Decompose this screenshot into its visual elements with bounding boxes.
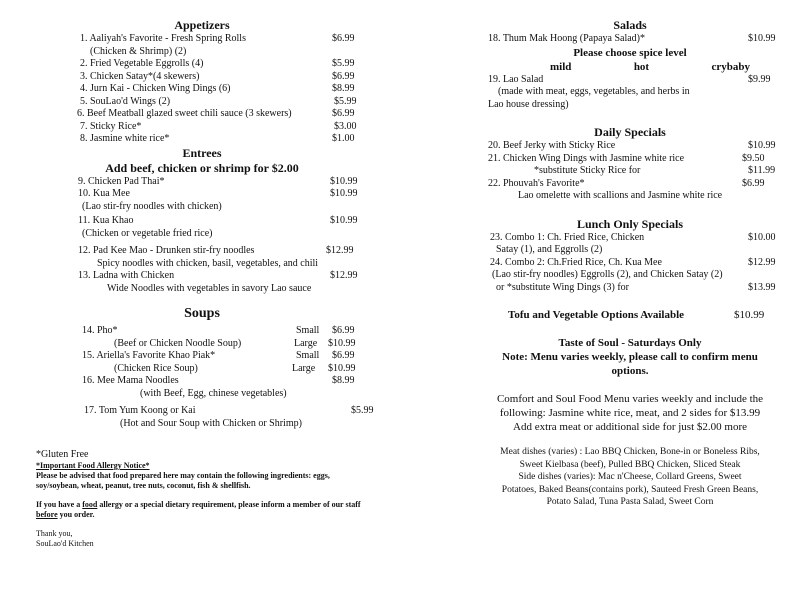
item-price: $10.99 <box>748 140 776 151</box>
side-dishes-text: Potatoes, Baked Beans(contains pork), Sauteed Fresh Green Beans, <box>501 484 759 495</box>
meat-dishes-text: Meat dishes (varies) : Lao BBQ Chicken, Bone-in or Boneless Ribs, <box>500 447 760 457</box>
item-description: Lao house dressing) <box>488 98 569 110</box>
thanks-text: Thank you, <box>36 529 73 538</box>
menu-item: 4. Jurn Kai - Chicken Wing Dings (6) $8.99 <box>80 83 355 94</box>
menu-item: (Chicken Rice Soup) Large $10.99 <box>114 362 356 374</box>
menu-item: or *substitute Wing Dings (3) for $13.99 <box>496 281 776 293</box>
spice-hot: hot <box>633 60 650 73</box>
right-column <box>480 18 780 509</box>
item-price: $9.50 <box>742 152 765 164</box>
notes-section <box>36 448 404 549</box>
item-size: Small <box>296 325 320 336</box>
dietary-request-note: before you order. <box>36 510 95 519</box>
menu-item: 20. Beef Jerky with Sticky Rice $10.99 <box>488 140 776 151</box>
menu-item: 17. Tom Yum Koong or Kai $5.99 <box>84 405 374 416</box>
comfort-food-text: Comfort and Soul Food Menu varies weekly and include the <box>496 393 764 405</box>
menu-item: 12. Pad Kee Mao - Drunken stir-fry noodles $12.99 <box>78 245 354 256</box>
menu-item: 16. Mee Mama Noodles $8.99 <box>82 375 355 386</box>
entrees-subheading: Add beef, chicken or shrimp for $2.00 <box>105 160 299 175</box>
entrees-heading: Entrees <box>182 145 222 160</box>
item-description: (Chicken & Shrimp) (2) <box>90 45 187 57</box>
menu-item: 18. Thum Mak Hoong (Papaya Salad)* $10.99 <box>488 33 776 44</box>
tofu-option: Tofu and Vegetable Options Available $10.99 <box>508 309 765 321</box>
item-price: $6.99 <box>742 177 765 189</box>
item-description: (Lao stir-fry noodles with chicken) <box>82 200 222 212</box>
comfort-food-text: following: Jasmine white rice, meat, and 2 sides for $13.99 <box>499 407 761 419</box>
menu-item: 8. Jasmine white rice* $1.00 <box>80 133 355 144</box>
spice-level-heading: Please choose spice level <box>573 46 687 59</box>
item-price: $6.99 <box>332 70 355 82</box>
item-size: Large <box>294 337 318 349</box>
item-price: $5.99 <box>351 405 374 416</box>
item-price: $9.99 <box>748 73 771 85</box>
item-description: (Chicken or vegetable fried rice) <box>82 227 213 239</box>
menu-item: 22. Phouvah's Favorite* $6.99 <box>488 177 765 189</box>
menu-item: 21. Chicken Wing Dings with Jasmine white rice $9.50 <box>488 152 765 164</box>
menu-item: 14. Pho* Small $6.99 <box>82 325 355 336</box>
item-size: Small <box>296 350 320 361</box>
item-description: Satay (1), and Eggrolls (2) <box>496 244 603 255</box>
comfort-food-section <box>480 392 780 434</box>
menu-item: *substitute Sticky Rice for $11.99 <box>534 165 776 176</box>
taste-of-soul-note: Note: Menu varies weekly, please call to confirm menu <box>502 351 758 363</box>
item-description: (made with meat, eggs, vegetables, and herbs in <box>498 86 690 97</box>
daily-specials-heading: Daily Specials <box>594 125 666 139</box>
item-price: $10.99 <box>328 362 356 374</box>
item-price: $5.99 <box>334 95 357 107</box>
appetizers-heading: Appetizers <box>174 18 230 32</box>
signature-text: SouLao'd Kitchen <box>36 539 94 548</box>
salads-heading: Salads <box>613 18 647 32</box>
soups-heading: Soups <box>184 306 220 321</box>
item-description: Lao omelette with scallions and Jasmine white rice <box>518 190 723 201</box>
left-column <box>22 18 402 549</box>
allergy-notice-text: soy/soybean, wheat, peanut, tree nuts, coconut, fish & shellfish. <box>36 481 251 490</box>
item-price: $8.99 <box>332 83 355 94</box>
item-price: $10.99 <box>734 309 765 321</box>
menu-item: 1. Aaliyah's Favorite - Fresh Spring Rolls $6.99 <box>80 33 355 44</box>
menu-item: 13. Ladna with Chicken $12.99 <box>78 270 358 281</box>
menu-item: 11. Kua Khao $10.99 <box>78 215 358 226</box>
item-price: $6.99 <box>332 350 355 361</box>
spice-level-options <box>480 60 780 74</box>
item-price: $12.99 <box>748 256 776 268</box>
menu-item: (Beef or Chicken Noodle Soup) Large $10.99 <box>114 337 356 349</box>
gluten-free-note: *Gluten Free <box>36 449 89 460</box>
item-description: (Hot and Sour Soup with Chicken or Shrimp) <box>120 417 302 429</box>
item-price: $12.99 <box>330 270 358 281</box>
menu-item: 15. Ariella's Favorite Khao Piak* Small $6.99 <box>82 350 355 361</box>
item-price: $6.99 <box>332 108 355 119</box>
meat-dishes-text: Sweet Kielbasa (beef), Pulled BBQ Chicken, Sliced Steak <box>519 459 741 470</box>
spice-mild: mild <box>550 60 572 73</box>
item-description: (with Beef, Egg, chinese vegetables) <box>140 387 287 399</box>
menu-item: 9. Chicken Pad Thai* $10.99 <box>78 175 358 187</box>
menu-item: 24. Combo 2: Ch.Fried Rice, Ch. Kua Mee $12.99 <box>490 256 776 268</box>
item-price: $8.99 <box>332 375 355 386</box>
comfort-food-text: Add extra meat or additional side for just $2.00 more <box>513 421 747 433</box>
allergy-notice-title: *Important Food Allergy Notice* <box>36 461 150 470</box>
side-dishes-text: Side dishes (varies): Mac n'Cheese, Collard Greens, Sweet <box>518 472 742 482</box>
item-price: $10.99 <box>748 33 776 44</box>
item-price: $10.00 <box>748 231 776 243</box>
item-price: $10.99 <box>328 337 356 349</box>
side-dishes-text: Potato Salad, Tuna Pasta Salad, Sweet Corn <box>546 497 714 507</box>
item-price: $1.00 <box>332 133 355 144</box>
taste-of-soul-heading: Taste of Soul - Saturdays Only <box>558 337 702 349</box>
menu-item: 10. Kua Mee $10.99 <box>78 188 358 199</box>
item-price: $3.00 <box>334 120 357 132</box>
item-size: Large <box>292 362 316 374</box>
menu-item: 2. Fried Vegetable Eggrolls (4) $5.99 <box>80 58 355 69</box>
item-price: $10.99 <box>330 175 358 187</box>
item-description: (Lao stir-fry noodles) Eggrolls (2), and Chicken Satay (2) <box>492 269 723 280</box>
spice-crybaby: crybaby <box>711 60 750 73</box>
item-description: Spicy noodles with chicken, basil, vegetables, and chili <box>97 257 319 269</box>
dietary-request-note: If you have a food allergy or a special dietary requirement, please inform a member of our staff <box>36 500 361 509</box>
menu-item: 23. Combo 1: Ch. Fried Rice, Chicken $10.00 <box>490 231 776 243</box>
item-price: $10.99 <box>330 215 358 226</box>
item-price: $6.99 <box>332 33 355 44</box>
item-price: $12.99 <box>326 245 354 256</box>
item-price: $11.99 <box>748 165 776 176</box>
item-price: $13.99 <box>748 281 776 293</box>
item-price: $6.99 <box>332 325 355 336</box>
menu-item: 3. Chicken Satay*(4 skewers) $6.99 <box>80 70 355 82</box>
lunch-specials-heading: Lunch Only Specials <box>576 216 684 231</box>
item-price: $10.99 <box>330 188 358 199</box>
item-description: Wide Noodles with vegetables in savory Lao sauce <box>107 282 312 294</box>
menu-item: 7. Sticky Rice* $3.00 <box>80 120 357 132</box>
menu-item: 19. Lao Salad $9.99 <box>488 73 771 85</box>
allergy-notice-text: Please be advised that food prepared here may contain the following ingredients: eggs, <box>36 471 330 480</box>
menu-item: 5. SouLao'd Wings (2) $5.99 <box>80 95 357 107</box>
taste-of-soul-note: options. <box>611 365 649 377</box>
menu-item: 6. Beef Meatball glazed sweet chili sauce (3 skewers) $6.99 <box>77 108 355 119</box>
item-price: $5.99 <box>332 58 355 69</box>
meat-side-dishes <box>480 446 780 509</box>
